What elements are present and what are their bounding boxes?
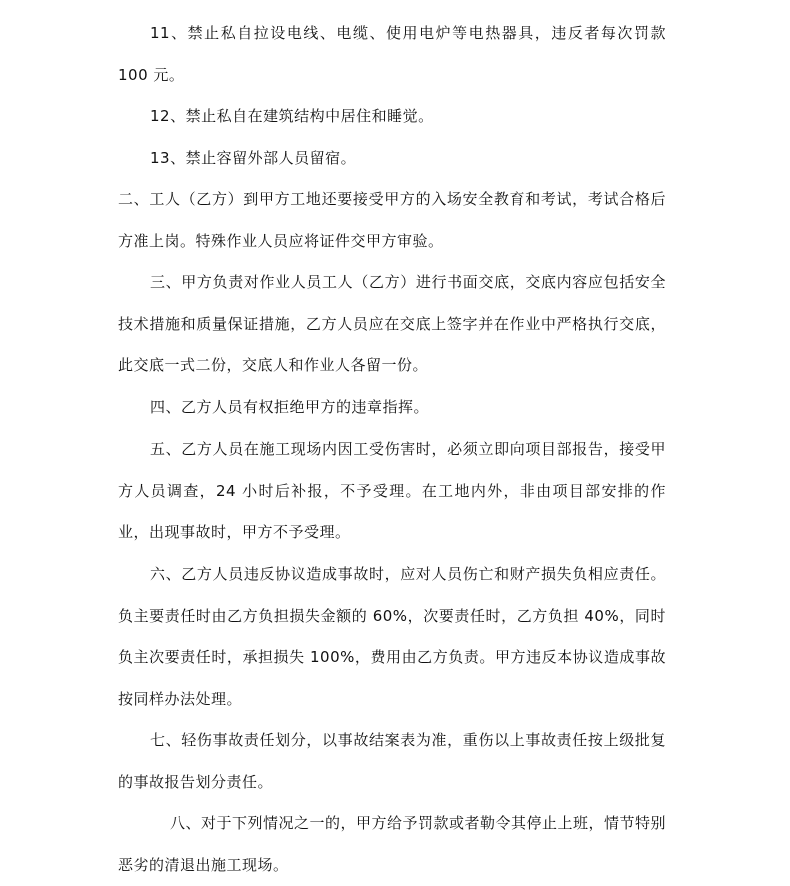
section-6: 六、乙方人员违反协议造成事故时，应对人员伤亡和财产损失负相应责任。负主要责任时由乙方负担损失金额的 60%，次要责任时，乙方负担 40%，同时负主次要责任时，承担损失 100%，费用由乙方负责。甲方违反本协议造成事故按同样办法处理。 — [118, 565, 666, 708]
section-8: 八、对于下列情况之一的，甲方给予罚款或者勒令其停止上班，情节特别恶劣的清退出施工现场。 — [118, 814, 667, 874]
clause-11: 11、禁止私自拉设电线、电缆、使用电炉等电热器具，违反者每次罚款 100 元。 — [118, 24, 666, 84]
section-7: 七、轻伤事故责任划分，以事故结案表为准，重伤以上事故责任按上级批复的事故报告划分责任。 — [118, 731, 666, 791]
section-3: 三、甲方负责对作业人员工人（乙方）进行书面交底，交底内容应包括安全技术措施和质量保证措施，乙方人员应在交底上签字并在作业中严格执行交底，此交底一式二份，交底人和作业人各留一份。 — [118, 273, 666, 375]
clause-13: 13、禁止容留外部人员留宿。 — [150, 149, 357, 167]
section-5: 五、乙方人员在施工现场内因工受伤害时，必须立即向项目部报告，接受甲方人员调查，24 小时后补报，不予受理。在工地内外，非由项目部安排的作业，出现事故时，甲方不予受理。 — [118, 440, 666, 542]
section-4: 四、乙方人员有权拒绝甲方的违章指挥。 — [150, 398, 430, 416]
clause-12: 12、禁止私自在建筑结构中居住和睡觉。 — [150, 107, 434, 125]
section-2: 二、工人（乙方）到甲方工地还要接受甲方的入场安全教育和考试，考试合格后方准上岗。特殊作业人员应将证件交甲方审验。 — [118, 190, 666, 250]
